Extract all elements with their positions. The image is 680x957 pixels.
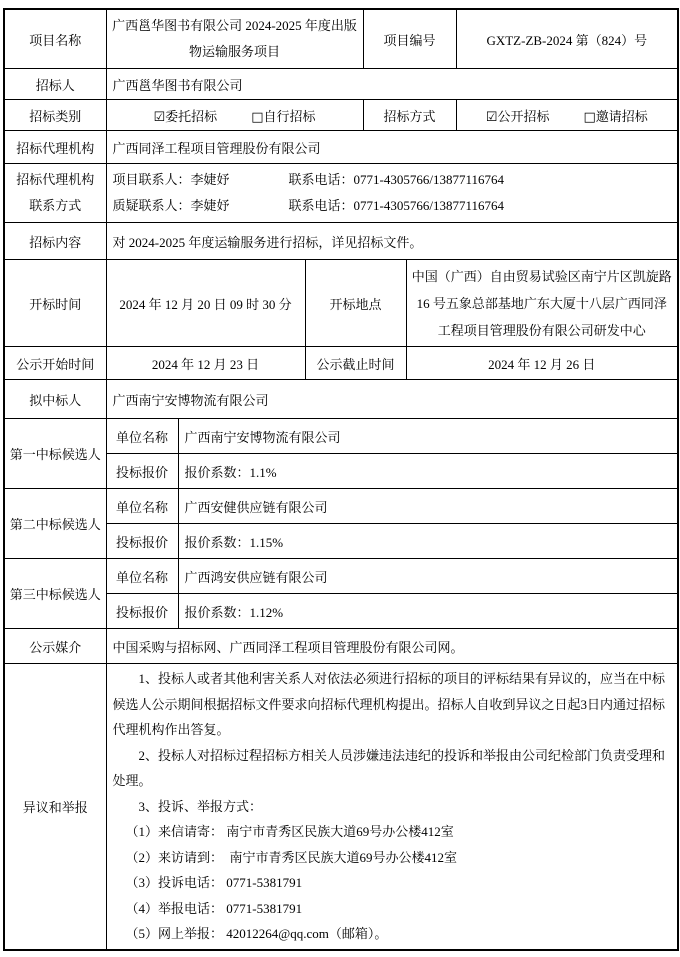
category-option-self-label: 自行招标: [263, 108, 316, 124]
tender-content-value: 对 2024-2025 年度运输服务进行招标，详见招标文件。: [106, 223, 678, 260]
table-row: [4, 454, 678, 489]
category-option-delegated-label: 委托招标: [165, 108, 218, 124]
proposed-winner-value: 广西南宁安博物流有限公司: [106, 380, 678, 419]
checkbox-checked-icon: ☑: [485, 109, 498, 125]
candidate-3-price-label: 投标报价: [106, 594, 178, 629]
tender-category-options: [106, 100, 363, 131]
objection-paragraph-1: 1、投标人或者其他利害关系人对依法必须进行招标的项目的评标结果有异议的，应当在中标候选人公示期间根据招标文件要求向招标代理机构提出。招标人自收到异议之日起3日内通过招标代理机构作出答复。: [112, 671, 666, 737]
table-row: [4, 9, 678, 69]
publicity-start-value: 2024 年 12 月 23 日: [106, 347, 305, 380]
project-contact-person: 项目联系人：李婕妤: [112, 172, 230, 187]
contact-line-project: [113, 167, 674, 193]
tenderer-value: 广西邕华图书有限公司: [106, 69, 678, 100]
checkbox-unchecked-icon: □: [251, 109, 264, 125]
project-contact-phone: 联系电话：0771-4305766/13877116764: [288, 172, 504, 187]
table-row: [4, 594, 678, 629]
candidate-2-price-value: 报价系数：1.15%: [178, 524, 678, 559]
objection-visit-address: （2）来访请到： 南宁市青秀区民族大道69号办公楼412室: [125, 849, 458, 865]
objection-label: 异议和举报: [4, 664, 106, 950]
table-row: [4, 489, 678, 524]
publicity-media-value: 中国采购与招标网、广西同泽工程项目管理股份有限公司网。: [106, 629, 678, 664]
objection-paragraph-2: 2、投标人对招标过程招标方相关人员涉嫌违法违纪的投诉和举报由公司纪检部门负责受理和处理。: [112, 747, 666, 788]
candidate-2-label: 第二中标候选人: [4, 489, 106, 559]
table-row: [4, 260, 678, 347]
table-row: [4, 419, 678, 454]
opening-place-value: 中国（广西）自由贸易试验区南宁片区凯旋路16 号五象总部基地广东大厦十八层广西同泽工程项目管理股份有限公司研发中心: [406, 260, 678, 347]
candidate-2-price-label: 投标报价: [106, 524, 178, 559]
method-option-invite: [583, 109, 647, 124]
opening-time-label: 开标时间: [4, 260, 106, 347]
tender-announcement-table: [3, 8, 679, 951]
objection-mail-address: （1）来信请寄： 南宁市青秀区民族大道69号办公楼412室: [125, 824, 454, 839]
query-contact-phone: 联系电话：0771-4305766/13877116764: [288, 198, 504, 213]
table-row: [4, 164, 678, 223]
tender-method-options: [456, 100, 678, 131]
candidate-3-unit-label: 单位名称: [106, 559, 178, 594]
agency-contact-label-line1: 招标代理机构: [16, 172, 95, 187]
query-contact-person: 质疑联系人：李婕妤: [112, 198, 230, 213]
project-name-value: 广西邕华图书有限公司 2024-2025 年度出版物运输服务项目: [106, 9, 363, 69]
table-row: [4, 131, 678, 164]
publicity-end-label: 公示截止时间: [305, 347, 406, 380]
contact-line-query: [113, 193, 674, 219]
objection-content: [106, 664, 678, 950]
table-row: [4, 559, 678, 594]
candidate-1-unit-label: 单位名称: [106, 419, 178, 454]
objection-online-report-email: （5）网上举报： 42012264@qq.com（邮箱）。: [125, 926, 388, 941]
opening-place-label: 开标地点: [305, 260, 406, 347]
candidate-2-unit-value: 广西安健供应链有限公司: [178, 489, 678, 524]
tender-category-label: 招标类别: [4, 100, 106, 131]
agency-value: 广西同泽工程项目管理股份有限公司: [106, 131, 678, 164]
candidate-1-price-value: 报价系数：1.1%: [178, 454, 678, 489]
table-row: [4, 629, 678, 664]
publicity-start-label: 公示开始时间: [4, 347, 106, 380]
agency-contact-value: [106, 164, 678, 223]
table-row: [4, 347, 678, 380]
table-row: [4, 69, 678, 100]
publicity-media-label: 公示媒介: [4, 629, 106, 664]
agency-contact-label-line2: 联系方式: [29, 198, 82, 213]
agency-label: 招标代理机构: [4, 131, 106, 164]
objection-complaint-phone: （3）投诉电话： 0771-5381791: [125, 875, 303, 890]
project-name-label: 项目名称: [4, 9, 106, 69]
category-option-self: [251, 109, 315, 124]
tenderer-label: 招标人: [4, 69, 106, 100]
table-row: [4, 664, 678, 950]
opening-time-value: 2024 年 12 月 20 日 09 时 30 分: [106, 260, 305, 347]
checkbox-unchecked-icon: □: [583, 109, 596, 125]
project-number-label: 项目编号: [363, 9, 456, 69]
candidate-1-unit-value: 广西南宁安博物流有限公司: [178, 419, 678, 454]
candidate-1-label: 第一中标候选人: [4, 419, 106, 489]
candidate-3-label: 第三中标候选人: [4, 559, 106, 629]
candidate-3-unit-value: 广西鸿安供应链有限公司: [178, 559, 678, 594]
table-row: [4, 380, 678, 419]
tender-method-label: 招标方式: [363, 100, 456, 131]
category-option-delegated: [154, 109, 218, 124]
table-row: [4, 223, 678, 260]
candidate-1-price-label: 投标报价: [106, 454, 178, 489]
proposed-winner-label: 拟中标人: [4, 380, 106, 419]
checkbox-checked-icon: ☑: [153, 109, 166, 125]
candidate-3-price-value: 报价系数：1.12%: [178, 594, 678, 629]
table-row: [4, 100, 678, 131]
method-option-invite-label: 邀请招标: [595, 108, 648, 124]
table-row: [4, 524, 678, 559]
publicity-end-value: 2024 年 12 月 26 日: [406, 347, 678, 380]
project-number-value: GXTZ-ZB-2024 第（824）号: [456, 9, 678, 69]
objection-report-phone: （4）举报电话： 0771-5381791: [125, 900, 303, 916]
tender-content-label: 招标内容: [4, 223, 106, 260]
method-option-public: [486, 109, 550, 124]
method-option-public-label: 公开招标: [497, 108, 550, 124]
agency-contact-label: [4, 164, 106, 223]
objection-paragraph-3: 3、投诉、举报方式：: [138, 798, 263, 814]
candidate-2-unit-label: 单位名称: [106, 489, 178, 524]
